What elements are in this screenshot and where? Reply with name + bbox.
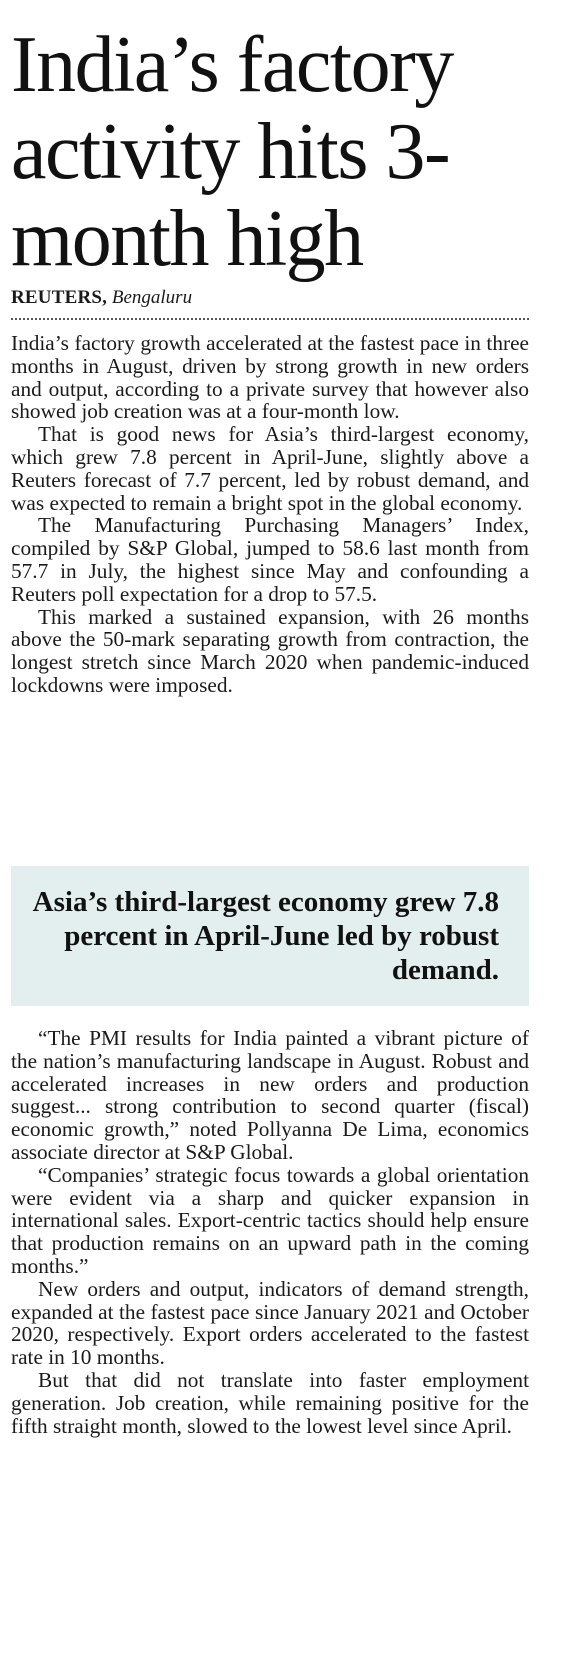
headline: India’s factory activity hits 3-month high [11,21,453,283]
pull-quote-box [11,866,529,1006]
byline-place: Bengaluru [111,287,193,308]
article-paragraph: But that did not translate into faster employment generation. Job creation, while remaining positive for the fifth straight month, slowed to the lowest level since April. [11,1367,529,1438]
article-paragraph: India’s factory growth accelerated at the fastest pace in three months in August, driven by strong growth in new orders and output, according to a private survey that however also showed job creation was at a four-month low. [11,331,529,424]
article-paragraph: New orders and output, indicators of demand strength, expanded at the fastest pace since January 2021 and October 2020, respectively. Export orders accelerated to the fastest rate in 10 months. [11,1276,529,1370]
byline [11,286,529,320]
article-body-bottom [11,1027,529,1437]
pull-quote: Asia’s third-largest economy grew 7.8 percent in April-June led by robust demand. [32,886,499,986]
byline-agency: REUTERS, [11,287,108,308]
article-paragraph: The Manufacturing Purchasing Managers’ Index, compiled by S&P Global, jumped to 58.6 last month from 57.7 in July, the highest since May and confounding a Reuters poll expectation for a drop to 57.5. [11,513,529,606]
article-paragraph: This marked a sustained expansion, with 26 months above the 50-mark separating growth from contraction, the longest stretch since March 2020 when pandemic-induced lockdowns were imposed. [11,604,529,697]
article-paragraph: That is good news for Asia’s third-largest economy, which grew 7.8 percent in April-June, slightly above a Reuters forecast of 7.7 percent, led by robust demand, and was expected to remain a bright spot in the global economy. [11,422,529,515]
article-body-top [11,332,529,697]
article-paragraph: “Companies’ strategic focus towards a global orientation were evident via a sharp and quicker expansion in international sales. Export-centric tactics should help ensure that production remains on an upward path in the coming months.” [11,1162,529,1278]
news-article [11,0,529,697]
article-paragraph: “The PMI results for India painted a vibrant picture of the nation’s manufacturing landscape in August. Robust and accelerated increases in new orders and production suggest... strong contribution to second quarter (fiscal) economic growth,” noted Pollyanna De Lima, economics associate director at S&P Global. [11,1026,529,1164]
